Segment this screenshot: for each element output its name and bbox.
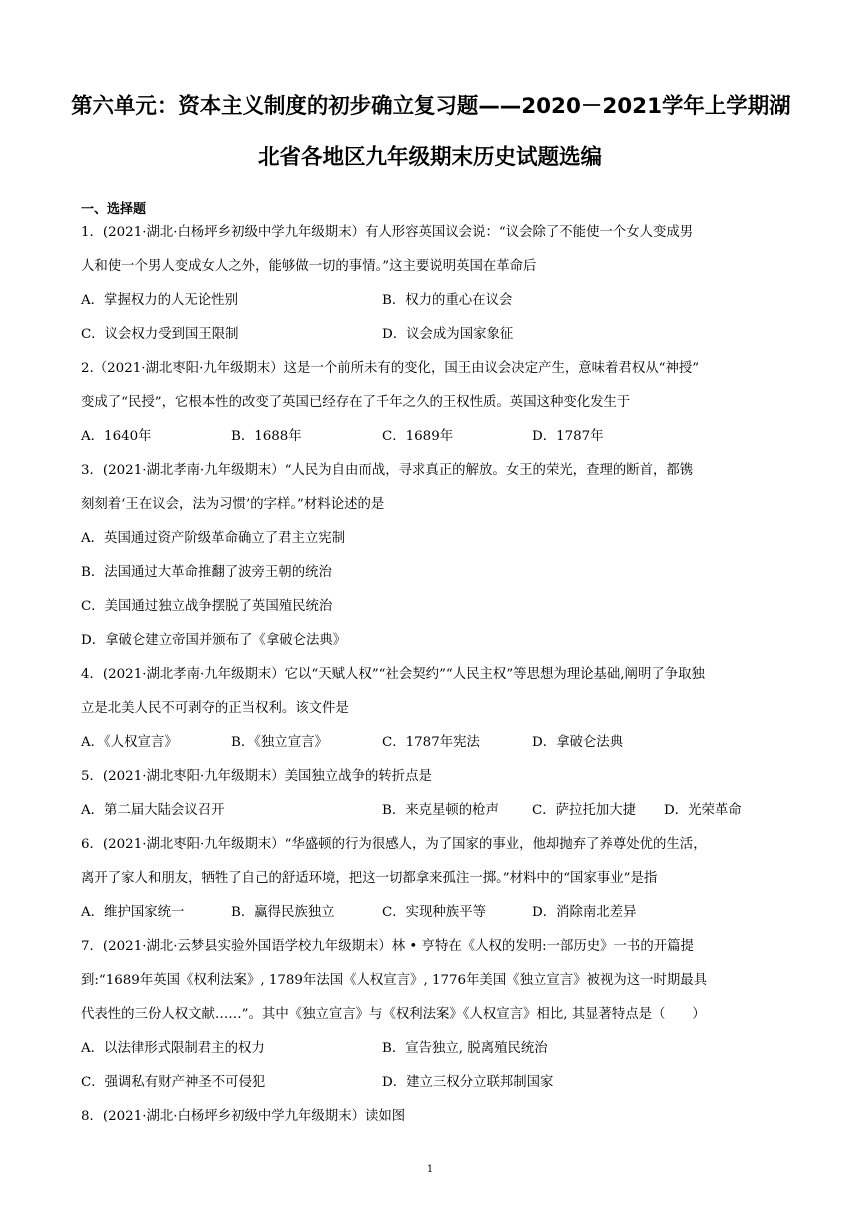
question-7-option-a: A．以法律形式限制君主的权力 bbox=[81, 1041, 265, 1056]
question-1-option-b: B．权力的重心在议会 bbox=[382, 293, 513, 308]
document-title-line-2: 北省各地区九年级期末历史试题选编 bbox=[257, 145, 602, 170]
question-5-option-c: C．萨拉托加大捷 bbox=[532, 803, 636, 818]
question-7-stem-line-3: 代表性的三份人权文献……”。其中《独立宣言》与《权利法案》《人权宣言》相比, 其显著特点是（ ） bbox=[81, 1007, 706, 1022]
question-3-stem-line-1: 3．(2021·湖北孝南·九年级期末）“人民为自由而战，寻求真正的解放。女王的荣光，查理的断首，都镌 bbox=[81, 463, 694, 478]
question-1-option-a: A．掌握权力的人无论性别 bbox=[81, 293, 238, 308]
question-4-option-a: A．《人权宣言》 bbox=[81, 735, 178, 750]
question-3-option-c: C．美国通过独立战争摆脱了英国殖民统治 bbox=[81, 599, 333, 614]
question-1-stem-line-2: 人和使一个男人变成女人之外，能够做一切的事情。”这主要说明英国在革命后 bbox=[81, 259, 537, 274]
question-2-option-c: C．1689年 bbox=[382, 429, 454, 444]
question-3-option-a: A．英国通过资产阶级革命确立了君主立宪制 bbox=[81, 531, 346, 546]
question-2-option-b: B．1688年 bbox=[231, 429, 302, 444]
question-7-stem-line-2: 到:“1689年英国《权利法案》, 1789年法国《人权宣言》, 1776年美国《独立宣言》被视为这一时期最具 bbox=[81, 973, 708, 988]
question-3-stem-line-2: 刻刻着‘王在议会，法为习惯’的字样。”材料论述的是 bbox=[81, 497, 385, 512]
question-7-stem-line-1: 7．(2021·湖北·云梦县实验外国语学校九年级期末）林 • 亨特在《人权的发明:一部历史》一书的开篇提 bbox=[81, 939, 694, 954]
question-6-stem-line-1: 6．(2021·湖北枣阳·九年级期末）“华盛顿的行为很感人，为了国家的事业，他却抛弃了养尊处优的生活， bbox=[81, 837, 707, 852]
question-5-option-b: B．来克星顿的枪声 bbox=[382, 803, 499, 818]
question-8-stem-line-1: 8．(2021·湖北·白杨坪乡初级中学九年级期末）读如图 bbox=[81, 1109, 406, 1124]
question-5-stem-line-1: 5．(2021·湖北枣阳·九年级期末）美国独立战争的转折点是 bbox=[81, 769, 432, 784]
question-1-option-d: D．议会成为国家象征 bbox=[382, 327, 514, 342]
question-6-option-c: C．实现种族平等 bbox=[382, 905, 486, 920]
page-number: 1 bbox=[426, 1164, 434, 1175]
question-4-stem-line-1: 4．(2021·湖北孝南·九年级期末）它以“天赋人权”“社会契约”“人民主权”等思想为理论基础,阐明了争取独 bbox=[81, 667, 705, 682]
question-2-option-d: D．1787年 bbox=[532, 429, 604, 444]
question-4-option-c: C．1787年宪法 bbox=[382, 735, 480, 750]
question-7-option-c: C．强调私有财产神圣不可侵犯 bbox=[81, 1075, 266, 1090]
question-3-option-d: D．拿破仑建立帝国并颁布了《拿破仑法典》 bbox=[81, 633, 347, 648]
question-2-stem-line-2: 变成了“民授”，它根本性的改变了英国已经存在了千年之久的王权性质。英国这种变化发生于 bbox=[81, 395, 631, 410]
question-4-stem-line-2: 立是北美人民不可剥夺的正当权利。该文件是 bbox=[81, 701, 349, 716]
question-6-option-b: B．赢得民族独立 bbox=[231, 905, 335, 920]
question-5-option-a: A．第二届大陆会议召开 bbox=[81, 803, 225, 818]
question-3-option-b: B．法国通过大革命推翻了波旁王朝的统治 bbox=[81, 565, 332, 580]
question-2-stem-line-1: 2.（2021·湖北枣阳·九年级期末）这是一个前所未有的变化，国王由议会决定产生，意味着君权从“神授” bbox=[81, 361, 700, 376]
document-title-line-1: 第六单元：资本主义制度的初步确立复习题——2020－2021学年上学期湖 bbox=[71, 94, 791, 119]
question-1-option-c: C．议会权力受到国王限制 bbox=[81, 327, 239, 342]
question-6-option-d: D．消除南北差异 bbox=[532, 905, 637, 920]
question-5-option-d: D．光荣革命 bbox=[664, 803, 742, 818]
question-6-option-a: A．维护国家统一 bbox=[81, 905, 185, 920]
question-6-stem-line-2: 离开了家人和朋友，牺牲了自己的舒适环境，把这一切都拿来孤注一掷。”材料中的“国家事业”是指 bbox=[81, 871, 658, 886]
section-heading: 一、选择题 bbox=[81, 202, 147, 217]
question-4-option-b: B．《独立宣言》 bbox=[231, 735, 328, 750]
question-7-option-b: B．宣告独立, 脱离殖民统治 bbox=[382, 1041, 548, 1056]
question-7-option-d: D．建立三权分立联邦制国家 bbox=[382, 1075, 554, 1090]
question-4-option-d: D．拿破仑法典 bbox=[532, 735, 624, 750]
question-2-option-a: A．1640年 bbox=[81, 429, 152, 444]
question-1-stem-line-1: 1．(2021·湖北·白杨坪乡初级中学九年级期末）有人形容英国议会说：“议会除了不能使一个女人变成男 bbox=[81, 225, 694, 240]
